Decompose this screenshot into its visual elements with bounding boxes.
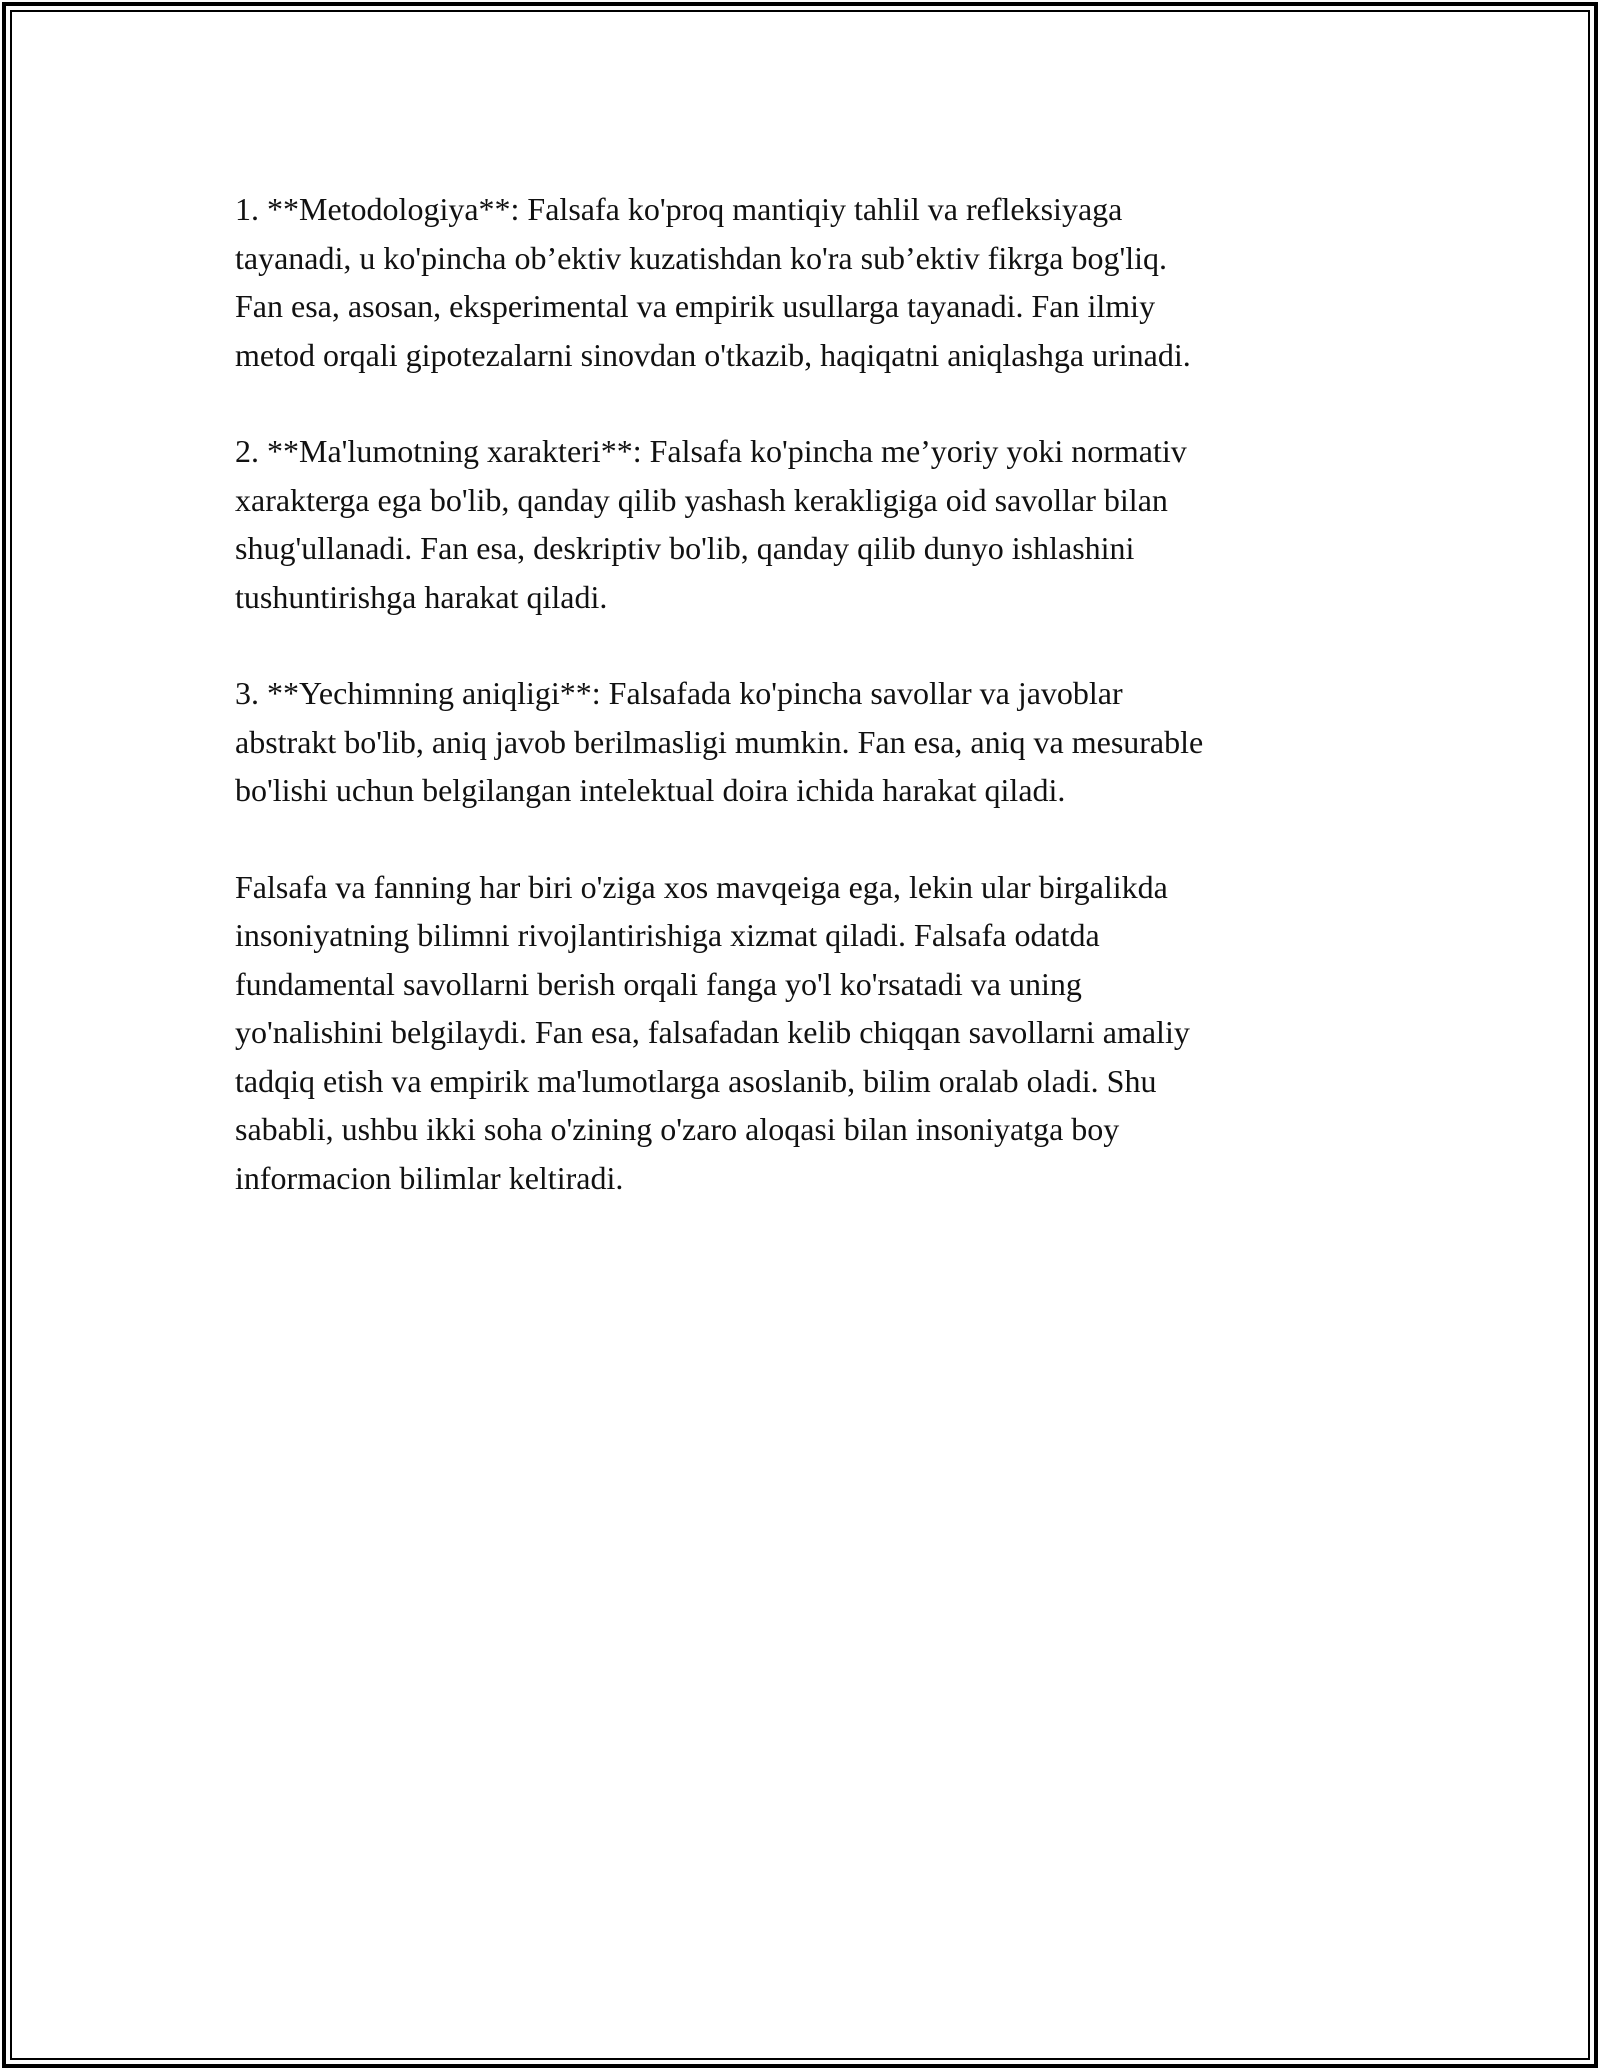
document-body xyxy=(235,185,1375,1250)
paragraph-methodology: 1. **Metodologiya**: Falsafa ko'proq mantiqiy tahlil va refleksiyaga tayanadi, u ko'pincha ob’ektiv kuzatishdan ko'ra sub’ektiv fikrga bog'liq. Fan esa, asosan, eksperimental va empirik usullarga tayanadi. Fan ilmiy metod orqali gipotezalarni sinovdan o'tkazib, haqiqatni aniqlashga urinadi. xyxy=(235,191,1191,373)
paragraph-conclusion: Falsafa va fanning har biri o'ziga xos mavqeiga ega, lekin ular birgalikda insoniyatning bilimni rivojlantirishiga xizmat qiladi. Falsafa odatda fundamental savollarni berish orqali fanga yo'l ko'rsatadi va uning yo'nalishini belgilaydi. Fan esa, falsafadan kelib chiqqan savollarni amaliy tadqiq etish va empirik ma'lumotlarga asoslanib, bilim oralab oladi. Shu sababli, ushbu ikki soha o'zining o'zaro aloqasi bilan insoniyatga boy informacion bilimlar keltiradi. xyxy=(235,868,1190,1196)
paragraph-nature-of-knowledge: 2. **Ma'lumotning xarakteri**: Falsafa ko'pincha me’yoriy yoki normativ xarakterga ega bo'lib, qanday qilib yashash kerakligiga oid savollar bilan shug'ullanadi. Fan esa, deskriptiv bo'lib, qanday qilib dunyo ishlashini tushuntirishga harakat qiladi. xyxy=(235,433,1187,615)
paragraph-precision-of-solution: 3. **Yechimning aniqligi**: Falsafada ko'pincha savollar va javoblar abstrakt bo'lib, aniq javob berilmasligi mumkin. Fan esa, aniq va mesurable bo'lishi uchun belgilangan intelektual doira ichida harakat qiladi. xyxy=(235,675,1204,808)
